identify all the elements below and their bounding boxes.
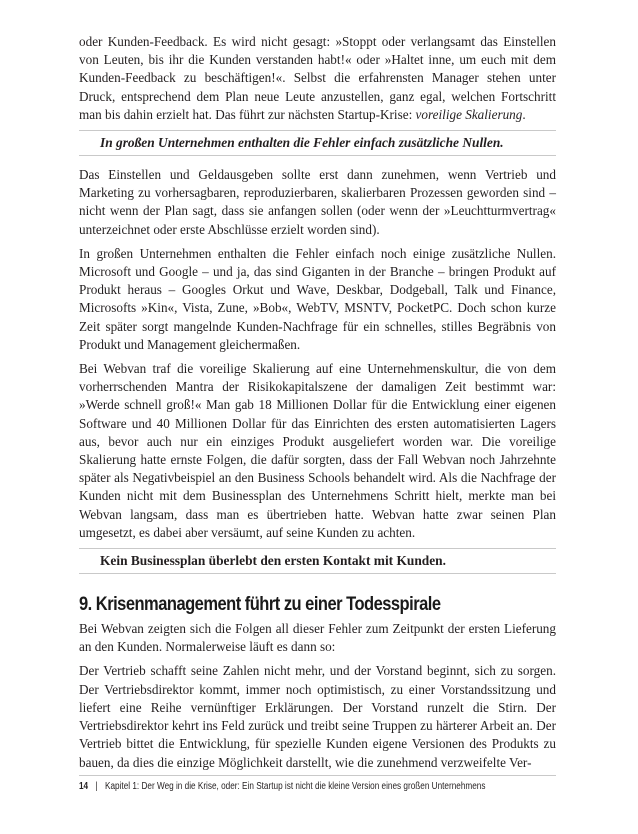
pull-quote-text: Kein Businessplan überlebt den ersten Kontakt mit Kunden. <box>100 553 446 569</box>
body-paragraph: Der Vertrieb schafft seine Zahlen nicht mehr, und der Vorstand beginnt, sich zu sorgen. Der Vertriebsdirektor kommt, immer noch optimistisch, zu einer Vorstandssitzung und liefert eine Reihe vernünftiger Erklärungen. Der Vorstand runzelt die Stirn. Der Vertriebsdirektor kehrt ins Feld zurück und treibt seine Truppen zu härterer Arbeit an. Der Vertrieb bittet die Entwicklung, für spezielle Kunden eigene Versionen des Produkts zu bauen, da dies die einzige Möglichkeit darstellt, wie die zunehmend verzweifelte Ver- <box>79 663 556 770</box>
pull-quote <box>79 548 556 574</box>
body-paragraph: Bei Webvan zeigten sich die Folgen all dieser Fehler zum Zeitpunkt der ersten Lieferung an den Kunden. Normalerweise läuft es dann so: <box>79 621 556 655</box>
page-footer <box>79 775 556 793</box>
pull-quote-text: In großen Unternehmen enthalten die Fehler einfach zusätzliche Nullen. <box>100 135 504 151</box>
section-heading: 9. Krisenmanagement führt zu einer Todesspirale <box>79 594 441 616</box>
pull-quote <box>79 130 556 156</box>
body-paragraph: Das Einstellen und Geldausgeben sollte erst dann zunehmen, wenn Vertrieb und Marketing zu vorhersagbaren, reproduzierbaren, skalierbaren Prozessen geworden sind – nicht wenn der Plan sagt, dass sie anfangen sollen (oder wenn der »Leuchtturmvertrag« unterzeichnet oder erste Abschlüsse erzielt worden sind). <box>79 167 556 237</box>
paragraph-end: . <box>522 106 526 122</box>
body-paragraph: In großen Unternehmen enthalten die Fehler einfach noch einige zusätzliche Nullen. Microsoft und Google – und ja, das sind Giganten in der Branche – bringen Produkt auf Produkt heraus – Googles Orkut und Wave, Deskbar, Dodgeball, Talk und Finance, Microsofts »Kin«, Vista, Zune, »Bob«, WebTV, MSNTV, PocketPC. Doch schon kurze Zeit später sorgt mangelnde Kunden-Nachfrage für ein schnelles, stilles Begräbnis von Produkt und Management gleichermaßen. <box>79 245 556 352</box>
chapter-title: Kapitel 1: Der Weg in die Krise, oder: Ein Startup ist nicht die kleine Version eines großen Unternehmens <box>105 781 486 792</box>
emphasis-term: voreilige Skalierung <box>415 106 523 122</box>
page-number: 14 <box>79 781 89 792</box>
body-paragraph: Bei Webvan traf die voreilige Skalierung auf eine Unternehmenskultur, die von dem vorherrschenden Mantra der Risikokapitalszene der damaligen Zeit bestimmt war: »Werde schnell groß!« Man gab 18 Millionen Dollar für die Entwicklung einer eigenen Software und 40 Millionen Dollar für das Einrichten des ersten automatisierten Lagers aus, bevor auch nur ein einziges Produkt ausgeliefert worden war. Die voreilige Skalierung hatte ernste Folgen, die dafür sorgten, dass der Fall Webvan noch Jahrzehnte später als Negativbeispiel an den Business Schools behandelt wird. Als die Nachfrage der Kunden nicht mit dem Businessplan des Unternehmens Schritt hielt, merkte man bei Webvan langsam, dass man es übertrieben hatte. Webvan hatte zwar seinen Plan umgesetzt, es dabei aber versäumt, auf seine Kunden zu achten. <box>79 361 556 540</box>
footer-separator: | <box>95 781 98 792</box>
page-body <box>79 33 556 778</box>
body-paragraph <box>79 33 556 124</box>
paragraph-text: oder Kunden-Feedback. Es wird nicht gesagt: »Stoppt oder verlangsamt das Einstellen von Leuten, bis ihr die Kunden verstanden habt!« oder »Haltet inne, um euch mit dem Kunden-Feedback zu beschäftigen!«. Selbst die erfahrensten Manager stehen unter Druck, entsprechend dem Plan neue Leute anzustellen, ganz egal, welchen Fortschritt man bis dahin erzielt hat. Das führt zur nächsten Startup-Krise: <box>79 34 556 122</box>
